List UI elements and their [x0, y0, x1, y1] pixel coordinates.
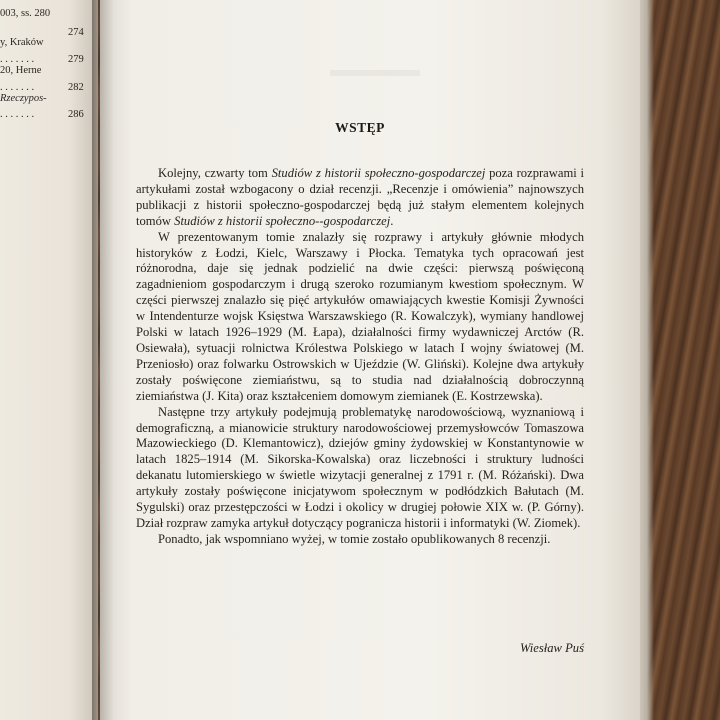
page-edge	[640, 0, 654, 720]
toc-entry-dots: . . . . . . .	[0, 109, 35, 120]
toc-entry-text: 003, ss. 280	[0, 8, 51, 19]
toc-entry-dots: . . . . . . .	[0, 82, 35, 93]
toc-entry-dots: . . . . . . .	[0, 54, 35, 65]
author-signature: Wiesław Puś	[519, 641, 584, 655]
show-through-text	[330, 70, 420, 76]
article-body	[136, 166, 584, 548]
paragraph-2: W prezentowanym tomie znalazły się rozprawy i artykuły głównie młodych historyków z Łodzi, Kielc, Warszawy i Płocka. Tematyka tych opracowań jest różnorodna, daje się jednak podzielić na dwie części: pierwszą poświęconą zagadnieniom gospodarczym i drugą szeroko rozumianym kwestiom społecznym. W części pierwszej znalazło się pięć artykułów omawiających kwestie Komisji Żywności w Intendenturze wojsk Księstwa Warszawskiego (R. Kowalczyk), wymiany handlowej Polski w latach 1926–1929 (M. Łapa), działalności firmy wydawniczej Arctów (R. Osiewała), sytuacji rolnictwa Królestwa Polskiego w latach I wojny światowej (M. Przeniosło) oraz folwarku Ostrowskich w Ujeździe (W. Gliński). Kolejne dwa artykuły zostały poświęcone ziemiaństwu, są to studia nad działalnością dobroczynną ziemiaństwa (J. Kita) oraz kształceniem domowym ziemianek (E. Kostrzewska).	[136, 229, 584, 403]
toc-entry-page: 282	[68, 82, 84, 93]
toc-entry-text: 20, Herne	[0, 65, 42, 76]
paragraph-3: Następne trzy artykuły podejmują problematykę narodowościową, wyznaniową i demograficzną, a mianowicie struktury narodowościowej przemysłowców Tomaszowa Mazowieckiego (D. Klemantowicz), dziejów gminy żydowskiej w Konstantynowie w latach 1825–1914 (M. Sikorska-Kowalska) oraz liczebności i struktury ludności dekanatu lutomierskiego w świetle wizytacji generalnej z 1791 r. (M. Różański). Dwa artykuły zostały poświęcone inicjatywom społecznym w podłódzkich Bałutach (M. Sygulski) oraz przestępczości w Łodzi i okolicy w drugiej połowie XIX w. (P. Górny). Dział rozpraw zamyka artykuł dotyczący pogranicza historii i informatyki (W. Ziomek).	[136, 404, 584, 530]
book-gutter-shadow	[92, 0, 114, 720]
page-heading: WSTĘP	[335, 120, 385, 135]
toc-entry-page: 274	[68, 27, 84, 38]
toc-entry-page: 286	[68, 109, 84, 120]
paragraph-1: Kolejny, czwarty tom Studiów z historii społeczno-gospodarczej poza rozprawami i artykułami został wzbogacony o dział recenzji. „Recenzje i omówienia” najnowszych publikacji z historii społeczno-gospodarczej będą już stałym elementem kolejnych tomów Studiów z historii społeczno--gospodarczej.	[136, 166, 585, 228]
toc-entry-text: Rzeczypos-	[0, 93, 47, 104]
left-page	[0, 0, 98, 720]
toc-entry-page: 279	[68, 54, 84, 65]
toc-entry-text: y, Kraków	[0, 37, 44, 48]
paragraph-4: Ponadto, jak wspomniano wyżej, w tomie zostało opublikowanych 8 recenzji.	[158, 531, 551, 546]
